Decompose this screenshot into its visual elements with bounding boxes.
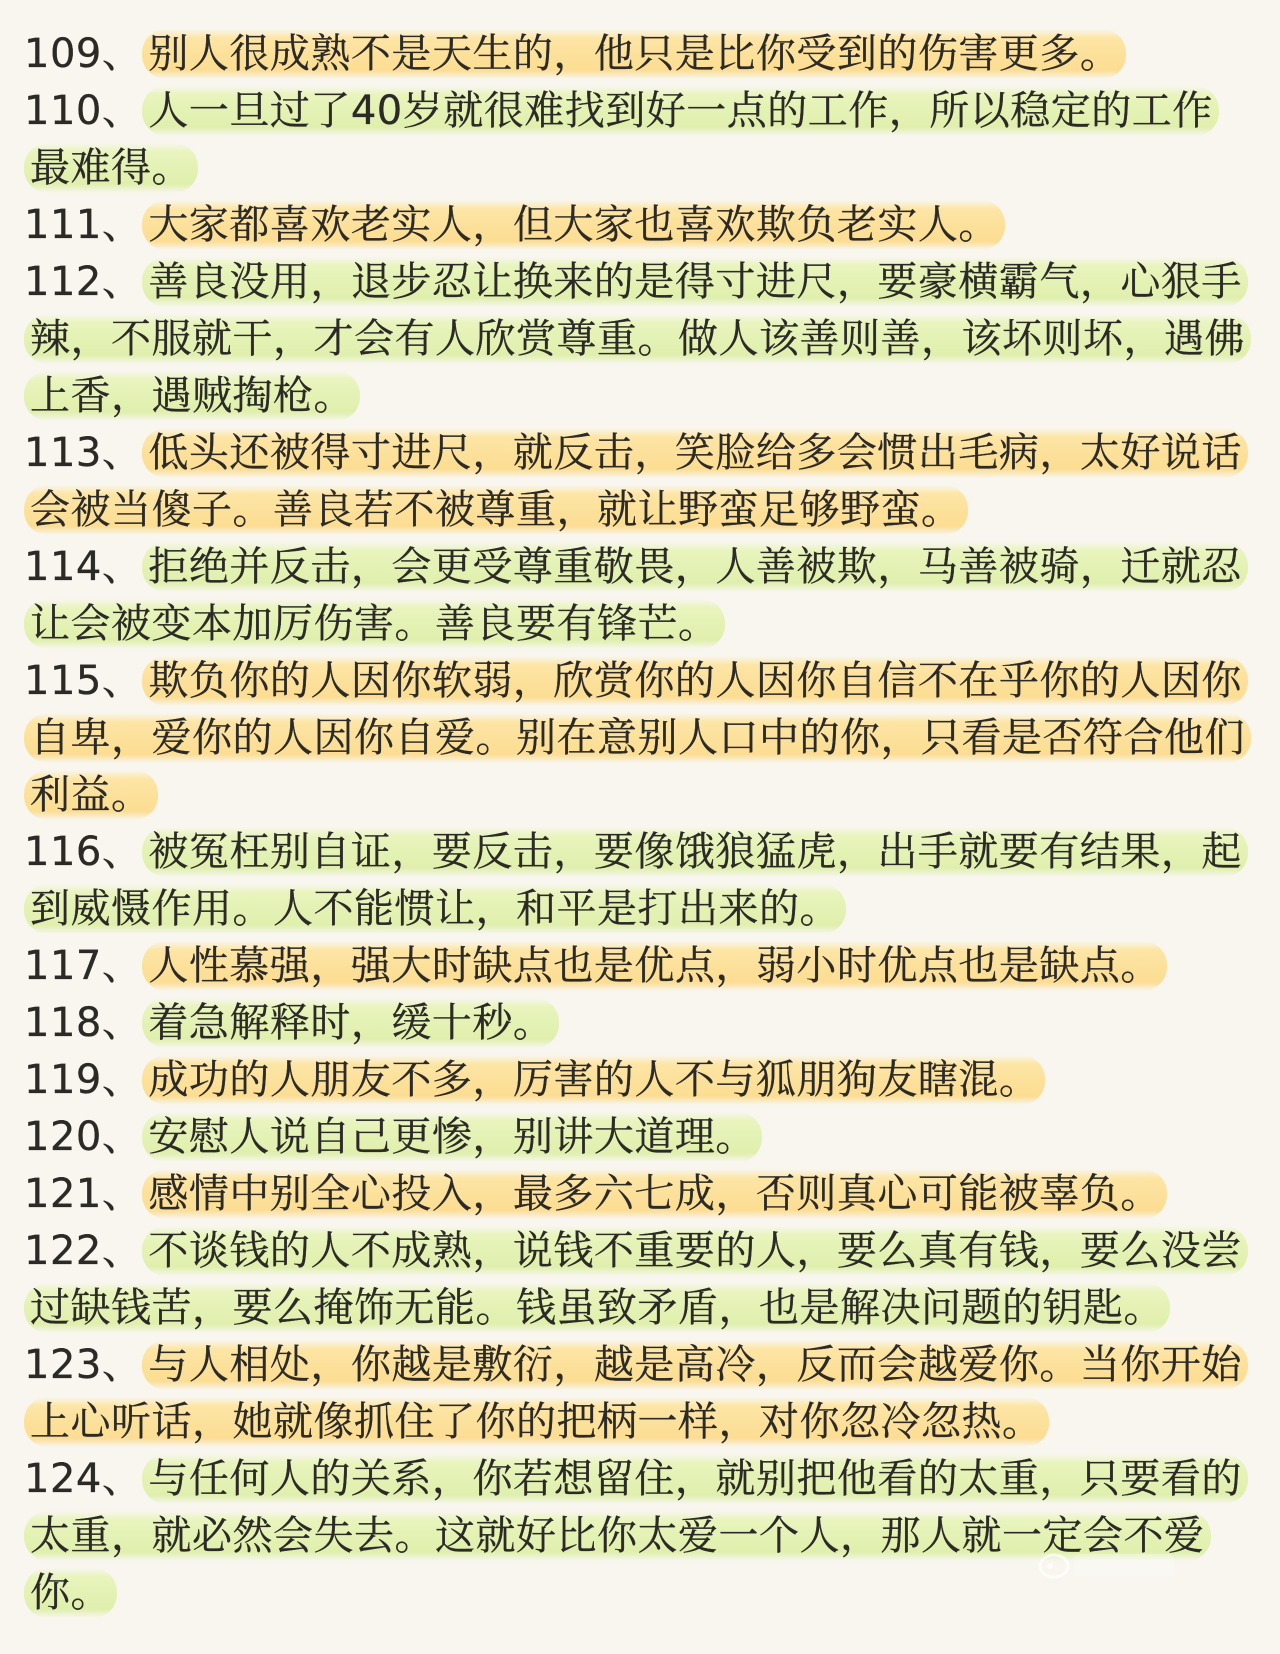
list-item [24,1451,1250,1622]
item-text: 成功的人朋友不多，厉害的人不与狐朋狗友瞎混。 [142,1055,1045,1105]
item-number: 110、 [24,88,143,134]
list-item [24,254,1250,425]
item-number: 112、 [24,259,143,305]
item-number: 109、 [24,31,143,77]
item-text: 人一旦过了40岁就很难找到好一点的工作，所以稳定的工作最难得。 [24,86,1219,193]
item-text: 善良没用，退步忍让换来的是得寸进尺，要豪横霸气，心狠手辣，不服就干，才会有人欣赏尊重。做人该善则善，该坏则坏，遇佛上香，遇贼掏枪。 [24,257,1251,421]
list-item [24,995,1250,1052]
item-number: 115、 [24,658,143,704]
item-text: 不谈钱的人不成熟，说钱不重要的人，要么真有钱，要么没尝过缺钱苦，要么掩饰无能。钱虽致矛盾，也是解决问题的钥匙。 [24,1226,1248,1333]
list-item [24,653,1250,824]
list-item [24,1109,1250,1166]
item-number: 124、 [24,1456,143,1502]
list-item [24,26,1250,83]
item-text: 与人相处，你越是敷衍，越是高冷，反而会越爱你。当你开始上心听话，她就像抓住了你的把柄一样，对你忽冷忽热。 [24,1340,1248,1447]
item-number: 119、 [24,1057,143,1103]
list-item [24,539,1250,653]
item-text: 别人很成熟不是天生的，他只是比你受到的伤害更多。 [142,29,1126,79]
list-item [24,938,1250,995]
item-text: 被冤枉别自证，要反击，要像饿狼猛虎，出手就要有结果，起到威慑作用。人不能惯让，和平是打出来的。 [24,827,1248,934]
item-text: 欺负你的人因你软弱，欣赏你的人因你自信不在乎你的人因你自卑，爱你的人因你自爱。别在意别人口中的你，只看是否符合他们利益。 [24,656,1251,820]
watermark-logo-icon [1034,1544,1184,1584]
list-item [24,425,1250,539]
item-number: 120、 [24,1114,143,1160]
numbered-list [24,26,1250,1622]
item-text: 与任何人的关系，你若想留住，就别把他看的太重，只要看的太重，就必然会失去。这就好比你太爱一个人，那人就一定会不爱你。 [24,1454,1248,1618]
item-text: 着急解释时，缓十秒。 [142,998,559,1048]
list-item [24,83,1250,197]
item-number: 123、 [24,1342,143,1388]
item-number: 118、 [24,1000,143,1046]
item-text: 大家都喜欢老实人，但大家也喜欢欺负老实人。 [142,200,1005,250]
item-text: 低头还被得寸进尺，就反击，笑脸给多会惯出毛病，太好说话会被当傻子。善良若不被尊重，就让野蛮足够野蛮。 [24,428,1248,535]
list-item [24,1052,1250,1109]
item-text: 拒绝并反击，会更受尊重敬畏，人善被欺，马善被骑，迁就忍让会被变本加厉伤害。善良要有锋芒。 [24,542,1248,649]
item-number: 121、 [24,1171,143,1217]
item-text: 感情中别全心投入，最多六七成，否则真心可能被辜负。 [142,1169,1167,1219]
list-item [24,824,1250,938]
item-number: 122、 [24,1228,143,1274]
list-item [24,1337,1250,1451]
item-number: 116、 [24,829,143,875]
item-number: 117、 [24,943,143,989]
list-item [24,1223,1250,1337]
list-item [24,197,1250,254]
item-number: 111、 [24,202,143,248]
item-text: 安慰人说自己更惨，别讲大道理。 [142,1112,762,1162]
item-number: 114、 [24,544,143,590]
item-number: 113、 [24,430,143,476]
list-item [24,1166,1250,1223]
item-text: 人性慕强，强大时缺点也是优点，弱小时优点也是缺点。 [142,941,1167,991]
